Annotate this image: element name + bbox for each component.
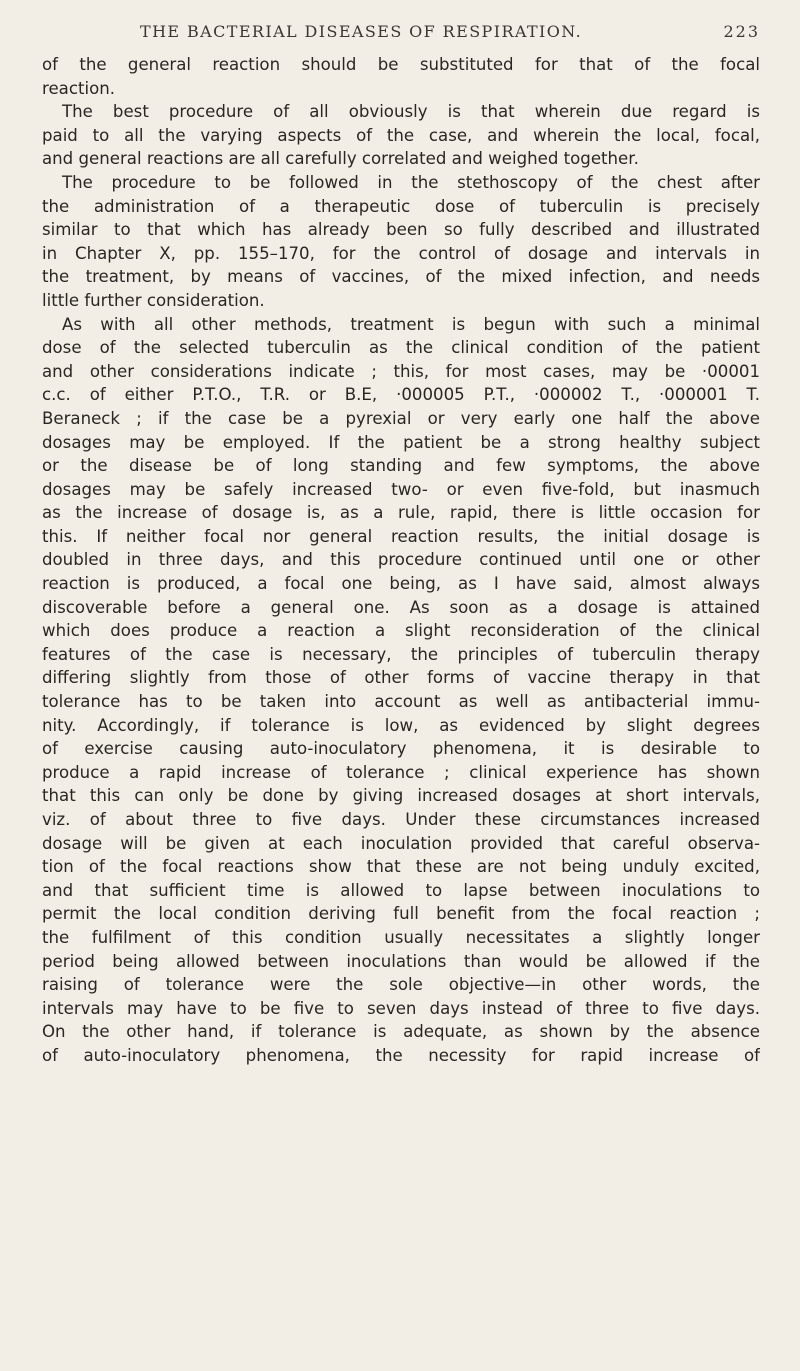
text-line: or the disease be of long standing and few symptoms, the above (42, 456, 760, 476)
text-line: tion of the focal reactions show that these are not being unduly excited, (42, 857, 760, 877)
body-text (42, 53, 760, 1068)
text-line: discoverable before a general one. As soon as a dosage is attained (42, 597, 760, 617)
text-line: viz. of about three to five days. Under these circumstances increased (42, 810, 760, 829)
text-line: of the general reaction should be substituted for that of the focal (42, 55, 760, 74)
text-line: dose of the selected tuberculin as the clinical condition of the patient (42, 338, 760, 358)
text-line: The procedure to be followed in the stethoscopy of the chest after (62, 172, 760, 192)
text-line: that this can only be done by giving increased dosages at short intervals, (42, 786, 760, 806)
text-line: differing slightly from those of other forms of vaccine therapy in that (42, 668, 760, 688)
text-line: reaction. (42, 78, 116, 98)
text-line: The best procedure of all obviously is that wherein due regard is (62, 102, 760, 122)
text-line: the treatment, by means of vaccines, of the mixed infection, and needs (42, 267, 760, 287)
text-line: which does produce a reaction a slight reconsideration of the clinical (42, 621, 760, 641)
text-line: in Chapter X, pp. 155–170, for the control of dosage and intervals in (42, 243, 760, 263)
page-number: 223 (723, 22, 760, 41)
text-line: features of the case is necessary, the principles of tuberculin therapy (42, 644, 760, 664)
running-head-title: THE BACTERIAL DISEASES OF RESPIRATION. (140, 22, 583, 41)
text-line: this. If neither focal nor general reaction results, the initial dosage is (42, 526, 760, 546)
text-line: of exercise causing auto-inoculatory phenomena, it is desirable to (42, 739, 760, 759)
text-line: raising of tolerance were the sole objective—in other words, the (42, 975, 760, 995)
text-line: As with all other methods, treatment is begun with such a minimal (62, 314, 760, 334)
text-line: and that sufficient time is allowed to lapse between inoculations to (42, 880, 760, 900)
text-line: paid to all the varying aspects of the case, and wherein the local, focal, (42, 125, 760, 145)
text-line: reaction is produced, a focal one being, as I have said, almost always (42, 574, 760, 594)
text-line: doubled in three days, and this procedure continued until one or other (42, 550, 760, 570)
text-line: the fulfilment of this condition usually necessitates a slightly longer (42, 927, 760, 947)
text-line: Beraneck ; if the case be a pyrexial or very early one half the above (42, 408, 760, 428)
text-line: produce a rapid increase of tolerance ; clinical experience has shown (42, 762, 760, 782)
text-line: little further consideration. (42, 290, 265, 310)
text-line: permit the local condition deriving full benefit from the focal reaction ; (42, 904, 760, 924)
text-line: c.c. of either P.T.O., T.R. or B.E, ·000005 P.T., ·000002 T., ·000001 T. (42, 385, 760, 405)
text-line: similar to that which has already been so fully described and illustrated (42, 220, 760, 240)
text-line: nity. Accordingly, if tolerance is low, as evidenced by slight degrees (42, 715, 760, 735)
text-line: as the increase of dosage is, as a rule, rapid, there is little occasion for (42, 503, 760, 523)
text-line: intervals may have to be five to seven days instead of three to five days. (42, 998, 760, 1018)
running-head (70, 22, 760, 44)
text-line: tolerance has to be taken into account as well as antibacterial immu- (42, 692, 760, 712)
text-line: the administration of a therapeutic dose of tuberculin is precisely (42, 196, 760, 216)
text-line: dosage will be given at each inoculation provided that careful observa- (42, 833, 760, 853)
text-line: of auto-inoculatory phenomena, the necessity for rapid increase of (42, 1045, 760, 1065)
text-line: dosages may be employed. If the patient be a strong healthy subject (42, 432, 760, 452)
text-line: On the other hand, if tolerance is adequate, as shown by the absence (42, 1022, 760, 1042)
text-line: period being allowed between inoculations than would be allowed if the (42, 951, 760, 971)
text-line: and other considerations indicate ; this, for most cases, may be ·00001 (42, 361, 760, 381)
text-line: dosages may be safely increased two- or even five-fold, but inasmuch (42, 479, 760, 499)
text-line: and general reactions are all carefully correlated and weighed together. (42, 149, 639, 169)
